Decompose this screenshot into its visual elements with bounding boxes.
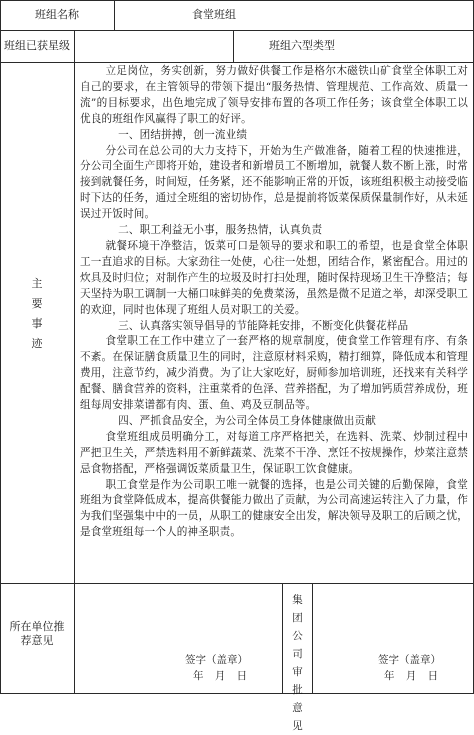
six-type-value xyxy=(371,30,473,62)
group-signature: 签字（盖章） xyxy=(378,654,441,666)
star-level-value xyxy=(74,30,233,62)
group-approval-label xyxy=(283,591,312,735)
group-label-char: 审 xyxy=(292,666,303,678)
unit-date: 年 月 日 xyxy=(193,670,252,682)
deeds-paragraph: 食堂职工在工作中建立了一套严格的规章制度，使食堂工作管理有序、有条不紊。在保证膳食质量卫生的同时，注意原材料采购，精打细算，降低成本和管理费用，注意节约，减少消费。为了让大家吃好，厨师参加培训班，还找来有关科学配餐、膳食营养的资料，注重菜肴的色泽、营养搭配，为了增加钙质营养成份，班组每周安排菜谱都有肉、蛋、鱼、鸡及豆制品等。 xyxy=(80,335,468,412)
deeds-paragraph: 就餐环境干净整洁，饭菜可口是领导的要求和职工的希望，也是食堂全体职工一直追求的目标。大家劲往一处使，心往一处想，团结合作，紧密配合。用过的炊具及时归位；对制作产生的垃圾及时打扫处理，随时保持现场卫生干净整洁；每天坚持为职工调制一大桶口味鲜美的免费菜汤，虽然是微不足道之举，却深受职工的欢迎，同时也体现了班组人员对职工的关爱。 xyxy=(80,239,468,316)
deeds-paragraph: 职工食堂是作为公司职工唯一就餐的选择，也是公司关键的后勤保障，食堂班组为食堂降低成本，提高供餐能力做出了贡献，为公司高速运转注入了力量，作为我们坚强集中中的一员，从职工的健康安全出发，解决领导及职工的后顾之忧，是食堂班组每一个人的神圣职责。 xyxy=(80,478,468,539)
deeds-label-char: 迹 xyxy=(31,337,43,350)
rule-row2 xyxy=(0,62,474,63)
group-label-char: 见 xyxy=(292,720,303,732)
rule-footer-label xyxy=(312,583,313,694)
group-label-char: 公 xyxy=(292,630,303,642)
unit-label-line-2: 荐意见 xyxy=(20,634,54,647)
team-name-value: 食堂班组 xyxy=(192,8,236,21)
unit-recommendation-label xyxy=(0,612,74,656)
six-type-label: 班组六型类型 xyxy=(269,39,335,52)
deeds-label-char: 主 xyxy=(31,277,43,290)
group-label-char: 意 xyxy=(292,702,303,714)
main-deeds-text xyxy=(80,64,468,541)
deeds-section-heading: 四、严抓食品安全，为公司全体员工身体健康做出贡献 xyxy=(118,414,377,427)
deeds-label-char: 事 xyxy=(31,317,43,330)
deeds-paragraph: 食堂班组成员明确分工，对每道工序严格把关，在选料、洗菜、炒制过程中严把卫生关，严禁选料用不新鲜蔬菜、洗菜不干净、烹饪不按规操作，炒菜注意禁忌食物搭配，严格强调饭菜质量卫生，保证职工饮食健康。 xyxy=(80,430,468,475)
main-deeds-label xyxy=(0,274,74,354)
group-label-char: 集 xyxy=(292,594,303,606)
group-label-char: 团 xyxy=(292,612,303,624)
team-name-label: 班组名称 xyxy=(35,8,79,21)
deeds-label-char: 要 xyxy=(31,297,43,310)
group-date: 年 月 日 xyxy=(384,670,443,682)
star-level-label: 班组已获星级 xyxy=(4,39,70,52)
group-label-char: 司 xyxy=(292,648,303,660)
unit-signature: 签字（盖章） xyxy=(185,654,248,666)
rule-row3 xyxy=(0,583,474,584)
deeds-section-heading: 三、认真落实领导倡导的节能降耗安排，不断变化供餐花样品 xyxy=(118,319,409,332)
group-label-char: 批 xyxy=(292,684,303,696)
unit-label-line-1: 所在单位推 xyxy=(9,620,65,633)
deeds-paragraph: 分公司在总公司的大力支持下，开始为生产做准备，随着工程的快速推进，分公司全面生产即将开始，建设者和新增员工不断增加，就餐人数不断上涨，时常接到就餐任务，时间短，任务紧，还不能影响正常的开饭，该班组积极主动接受临时下达的任务，通过全班组的密切协作，总是提前将饭菜保质保量制作好，从未延误过开饭时间。 xyxy=(80,144,468,221)
rule-label-col xyxy=(74,30,75,694)
deeds-section-heading: 二、职工利益无小事，服务热情，认真负责 xyxy=(118,224,323,237)
deeds-section-heading: 一、团结拼搏，创一流业绩 xyxy=(118,128,248,141)
deeds-paragraph: 立足岗位，务实创新，努力做好供餐工作是格尔木磁铁山矿食堂全体职工对自己的要求，在主管领导的带领下提出“服务热情、管理规范、工作高效、质量一流”的目标要求，出色地完成了领导安排布置的各项工作任务；该食堂全体职工以优良的班组作风赢得了职工的好评。 xyxy=(80,65,468,125)
